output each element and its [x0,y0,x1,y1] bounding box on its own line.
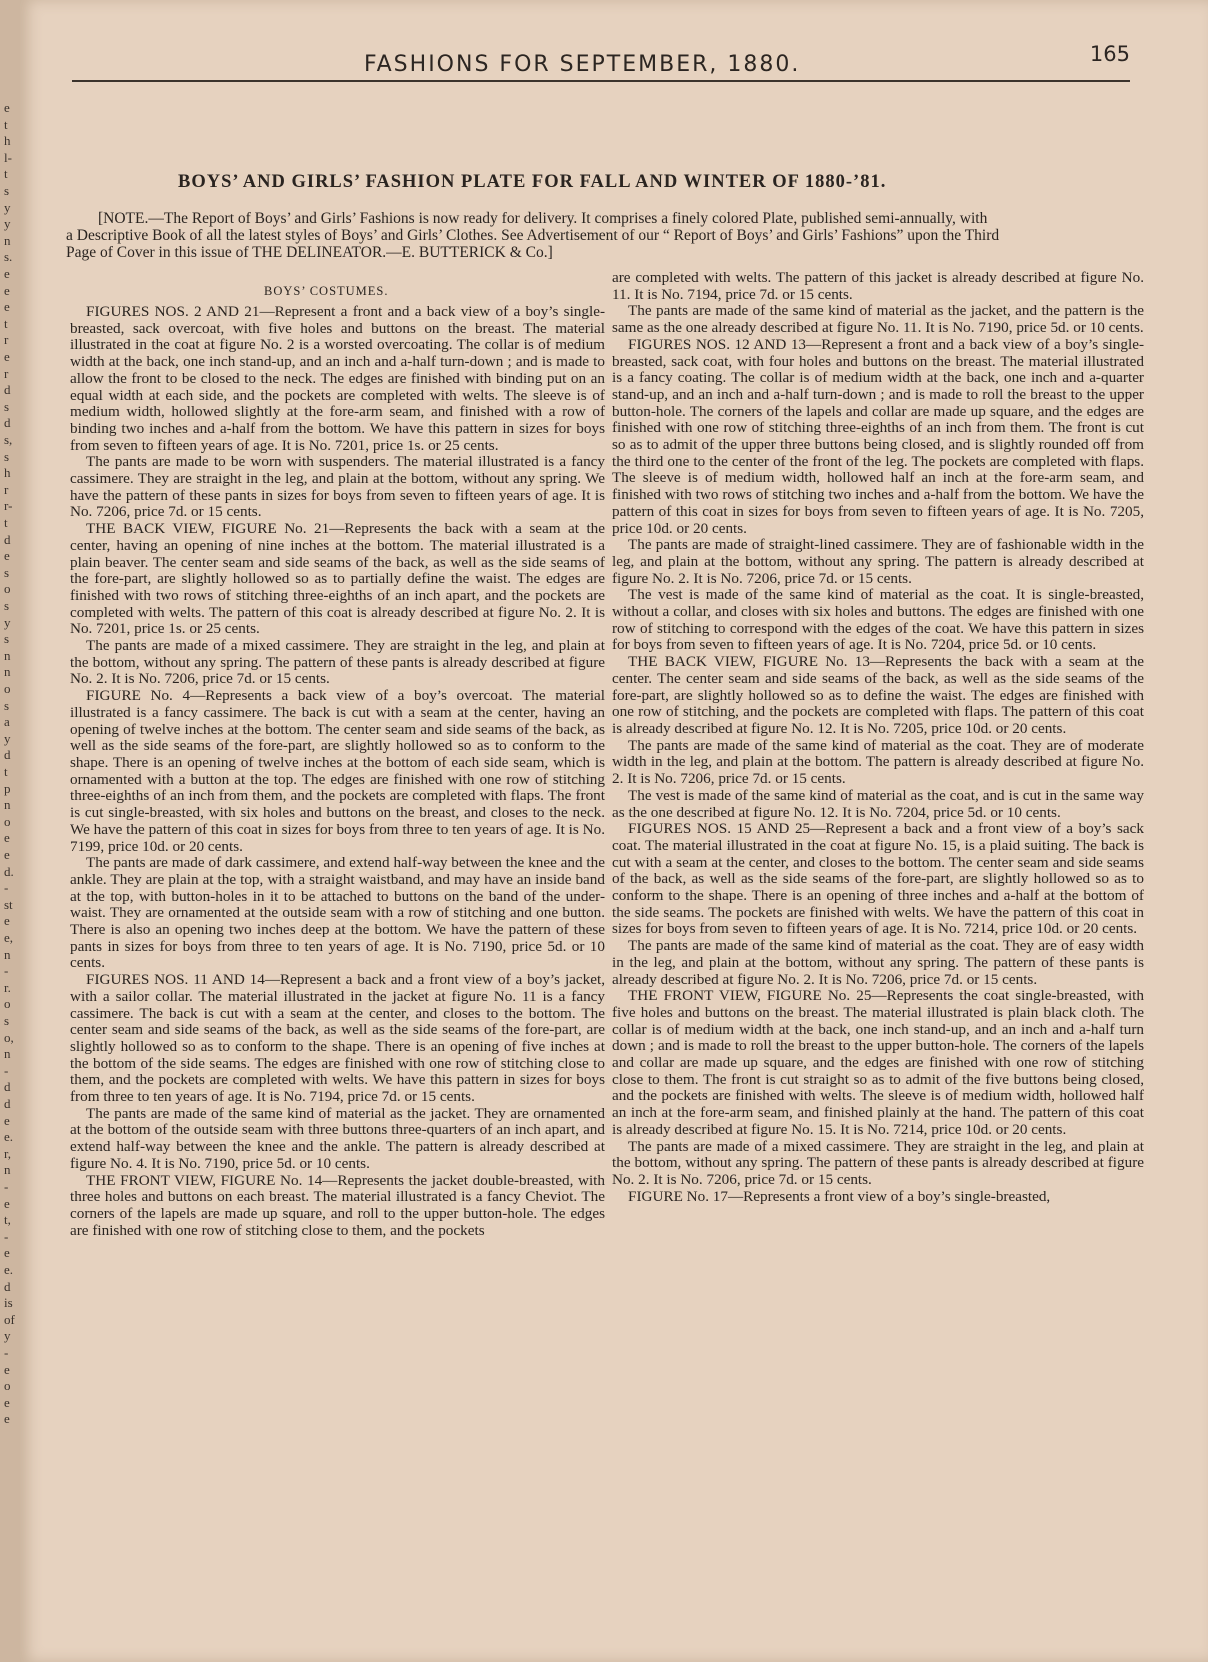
gutter-letter: s [4,631,10,647]
gutter-letter: t [4,116,8,132]
note-line-2: a Descriptive Book of all the latest styles of Boys’ and Girls’ Clothes. See Advertisement of our “ Report of Boys’ and Girls’ Fashions” upon the Third [66,227,1000,244]
paragraph: FIGURE No. 17—Represents a front view of a boy’s single-breasted, [628,1187,1051,1205]
gutter-letter: n [4,1162,11,1178]
gutter-letter: n [4,664,11,680]
gutter-letter: r [4,365,9,381]
header-rule [72,80,1130,82]
paragraph: The pants are made to be worn with suspenders. The material illustrated is a fancy cassimere. They are straight in the leg, and plain at the bottom, without any spring. We have the pattern of these pants in sizes for boys from seven to fifteen years of age. It is No. 7206, price 7d. or 15 cents. [70,453,605,521]
gutter-letter: a [4,714,10,730]
paragraph: The pants are made of the same kind of material as the coat. They are of easy width in the leg, and plain at the bottom, without any spring. The pattern of these pants is already described at figure No. 2. It is No. 7206, price 7d. or 15 cents. [612,937,1144,988]
gutter-letter: s [4,564,10,580]
gutter-letter: e [4,548,10,564]
gutter-letter: o [4,813,11,829]
gutter-letter: - [4,1062,9,1078]
gutter-letter: o [4,996,11,1012]
paragraph: The pants are made of a mixed cassimere. They are straight in the leg, and plain at the bottom, without any spring. The pattern of these pants is already described at figure No. 2. It is No. 7206, price 7d. or 15 cents. [612,1137,1144,1188]
gutter-letter: s. [4,249,13,265]
paragraph: THE FRONT VIEW, FIGURE No. 14—Represents the jacket double-breasted, with three holes and buttons on each breast. The material illustrated is a fancy Cheviot. The corners of the lapels are made up square, and roll to the upper button-hole. The edges are finished with one row of stitching close to them, and the pockets [70,1171,605,1239]
gutter-letter: s, [4,432,13,447]
paragraph: The vest is made of the same kind of material as the coat, and is cut in the same way as the one described at figure No. 12. It is No. 7204, price 5d. or 10 cents. [612,786,1144,821]
gutter-letter: n [4,946,11,962]
gutter-letter: s [4,183,10,198]
gutter-letter: y [4,730,11,746]
gutter-letter: t [4,315,8,331]
gutter-letter: s [4,1013,10,1028]
paragraph: THE BACK VIEW, FIGURE No. 13—Represents the back with a seam at the center. The center seam and side seams of the back, as well as the side seams of the fore-part, are slightly hollowed so as to define the waist. The edges are finished with one row of stitching, and the pockets are completed with flaps. The pattern of this coat is already described at figure No. 12. It is No. 7205, price 10d. or 20 cents. [612,653,1144,737]
gutter-letter: - [4,1228,9,1244]
gutter-letter: r- [4,498,13,514]
note-line-1: [NOTE.—The Report of Boys’ and Girls’ Fashions is now ready for delivery. It comprises a finely colored Plate, published semi-annually, with [98,210,988,227]
gutter-letter: p [4,780,11,796]
gutter-letter: e [4,847,10,862]
gutter-letter: t [4,166,8,182]
gutter-letter: d [4,1278,11,1294]
gutter-letter: r. [4,979,11,995]
gutter-letter: y [4,1328,11,1344]
gutter-letter: e [4,266,10,281]
gutter-letter: s [4,448,10,464]
gutter-letter: e [4,1112,10,1128]
paragraph: FIGURE No. 4—Represents a back view of a boy’s overcoat. The material illustrated is a fancy cassimere. The back is cut with a seam at the center, having an opening of twelve inches at the bottom. The center seam and side seams of the back, as well as the side seams of the fore-part, are slightly hollowed so as to conform to the shape. There is an opening of twelve inches at the bottom of each side seam, which is ornamented with a button at the top. The edges are finished with one row of stitching three-eighths of an inch from them, and the pockets are completed with flaps. The front is cut single-breasted, with six holes and buttons on the breast, and closes to the neck. We have the pattern of this coat in sizes for boys from three to ten years of age. It is No. 7199, price 10d. or 20 cents. [70,687,605,855]
gutter-letter: d [4,1096,11,1111]
gutter-letter: d [4,747,11,763]
paragraph: THE BACK VIEW, FIGURE No. 21—Represents the back with a seam at the center, having an opening of nine inches at the bottom. The material illustrated is a plain beaver. The center seam and side seams of the back, as well as the side seams of the fore-part, are slightly hollowed so as to partially define the waist. The edges are finished with two rows of stitching three-eighths of an inch apart, and the pockets are completed with welts. The pattern of this coat is already described at figure No. 2. It is No. 7201, price 1s. or 25 cents. [70,520,605,638]
gutter-letter: d [4,382,11,398]
gutter-letter: t, [4,1212,11,1228]
gutter-letter: t [4,515,8,530]
paragraph: are completed with welts. The pattern of this jacket is already described at figure No. 11. It is No. 7194, price 7d. or 15 cents. [612,269,1144,303]
paragraph: THE FRONT VIEW, FIGURE No. 25—Represents the coat single-breasted, with five holes and buttons on the breast. The material illustrated is plain black cloth. The collar is of medium width at the back, one inch stand-up, and an inch and a-half turn down ; and is made to roll the breast to the upper button-hole. The corners of the lapels and collar are made up square, and the edges are finished with one row of stitching close to them. The front is cut straight so as to admit of the five buttons being closed, and the pockets are finished with welts. The sleeve is of medium width, hollowed half an inch at the fore-arm seam, and finished plainly at the hand. The pattern of this coat is already described at figure No. 15. It is No. 7214, price 10d. or 20 cents. [612,987,1144,1138]
gutter-letter: e. [4,1129,14,1145]
running-header-title: FASHIONS FOR SEPTEMBER, 1880. [364,52,801,77]
gutter-letter: o [4,681,11,696]
gutter-letter: s [4,598,10,613]
gutter-letter: e [4,1361,10,1377]
gutter-letter: e [4,100,10,115]
gutter-letter: n [4,232,11,248]
gutter-letter: d [4,531,11,547]
editor-note [66,210,1136,261]
paragraph: The pants are made of straight-lined cassimere. They are of fashionable width in the leg, and plain at the bottom, without any spring. The pattern is already described at figure No. 2. It is No. 7206, price 7d. or 15 cents. [612,536,1144,587]
previous-page-gutter [0,0,22,1662]
gutter-letter: o, [4,1029,14,1045]
gutter-letter: d [4,415,11,431]
right-column [612,270,1144,1205]
paragraph: The pants are made of the same kind of material as the coat. They are of moderate width in the leg, and plain at the bottom. The pattern is already described at figure No. 2. It is No. 7206, price 7d. or 15 cents. [612,736,1144,788]
paragraph: FIGURES NOS. 15 AND 25—Represent a back and a front view of a boy’s sack coat. The material illustrated in the coat at figure No. 15, is a plaid suiting. The back is cut with a seam at the center, and closes to the bottom. The center seam and side seams of the back, as well as the side seams of the fore-part, are slightly hollowed so as to conform to the shape. There is an opening of three inches and a-half at the bottom of the side seams. The pockets are finished with welts. We have the pattern of this coat in sizes for boys from seven to fifteen years of age. It is No. 7214, price 10d. or 20 cents. [612,820,1144,938]
gutter-letter: n [4,647,11,663]
gutter-letter: s [4,398,10,414]
gutter-letter: - [4,963,9,979]
gutter-letter: - [4,880,9,896]
paragraph: The pants are made of the same kind of material as the jacket, and the pattern is the same as the one already described at figure No. 11. It is No. 7190, price 5d. or 10 cents. [612,302,1144,337]
gutter-letter: - [4,1345,9,1360]
left-column [70,304,605,1239]
gutter-letter: is [4,1295,13,1311]
paragraph: The pants are made of the same kind of material as the jacket. They are ornamented at the bottom of the outside seam with three buttons three-quarters of an inch apart, and extend half-way between the knee and the ankle. The pattern is already described at figure No. 4. It is No. 7190, price 5d. or 10 cents. [70,1104,605,1172]
gutter-letter: e [4,1394,10,1410]
gutter-letter: e [4,830,10,846]
gutter-letter: y [4,216,11,232]
gutter-letter: y [4,199,11,215]
gutter-letter: y [4,614,11,630]
gutter-letter: e [4,1245,10,1261]
gutter-letter: r [4,481,9,497]
gutter-letter: e [4,1195,10,1211]
page-number: 165 [1089,42,1130,66]
gutter-letter: e [4,349,10,364]
gutter-letter: h [4,465,11,481]
gutter-letter: r, [4,1145,12,1161]
paragraph: FIGURES NOS. 2 AND 21—Represent a front and a back view of a boy’s single-breasted, sack overcoat, with five holes and buttons on the breast. The material illustrated in the coat at figure No. 2 is a worsted overcoating. The collar is of medium width at the back, one inch stand-up, and an inch and a-half turn-down ; and is made to allow the front to be closed to the neck. The edges are finished with binding put on an equal width at each side, and the pockets are completed with welts. The sleeve is of medium width, hollowed slightly at the fore-arm seam, and finished with a row of binding two inches and a-half from the bottom. We have this pattern in sizes for boys from seven to fifteen years of age. It is No. 7201, price 1s. or 25 cents. [70,303,605,454]
gutter-letter: l- [4,149,12,165]
gutter-letter: o [4,1378,11,1394]
paragraph: The pants are made of a mixed cassimere. They are straight in the leg, and plain at the bottom, without any spring. The pattern of these pants is already described at figure No. 2. It is No. 7206, price 7d. or 15 cents. [70,637,605,688]
article-title: BOYS’ AND GIRLS’ FASHION PLATE FOR FALL AND WINTER OF 1880-’81. [178,172,887,192]
gutter-letter: e [4,282,10,298]
gutter-letter: e [4,913,10,929]
gutter-letter: - [4,1179,9,1194]
gutter-letter: st [4,896,13,912]
gutter-letter: e, [4,930,14,945]
gutter-letter: o [4,581,11,597]
gutter-letter: e [4,299,10,315]
gutter-letter: e [4,1411,10,1427]
gutter-letter: n [4,797,11,813]
paragraph: FIGURES NOS. 12 AND 13—Represent a front and a back view of a boy’s single-breasted, sack coat, with four holes and buttons on the breast. The material illustrated is a fancy coating. The collar is of medium width at the back, one inch and a-quarter stand-up, and an inch and a-half turn-down ; and is made to roll the breast to the upper button-hole. The corners of the lapels and collar are made up square, and the edges are finished with one row of stitching three-eighths of an inch from them. The front is cut so as to admit of the upper three buttons being closed, and is slightly rounded off from the third one to the center of the front of the leg. The pockets are completed with flaps. The sleeve is of medium width, hollowed half an inch at the fore-arm seam, and finished with two rows of stitching two inches and a-half from the bottom. We have the pattern of this coat in sizes for boys from seven to fifteen years of age. It is No. 7205, price 10d. or 20 cents. [612,335,1144,537]
gutter-letter: n [4,1046,11,1062]
gutter-letter: of [4,1311,15,1327]
gutter-letter: d [4,1079,11,1095]
section-heading: BOYS’ COSTUMES. [264,284,389,298]
gutter-letter: d. [4,863,14,879]
gutter-letter: e. [4,1262,14,1277]
note-line-3: Page of Cover in this issue of THE DELINEATOR.—E. BUTTERICK & Co.] [66,244,553,261]
paragraph: The vest is made of the same kind of material as the coat. It is single-breasted, without a collar, and closes with six holes and buttons. The edges are finished with one row of stitching to correspond with the edges of the coat. We have this pattern in sizes for boys from seven to fifteen years of age. It is No. 7204, price 5d. or 10 cents. [612,586,1144,654]
gutter-letter: t [4,764,8,779]
gutter-letter: s [4,697,10,713]
gutter-letter: r [4,332,9,348]
magazine-page [20,0,1208,1662]
gutter-letter: h [4,133,11,149]
paragraph: FIGURES NOS. 11 AND 14—Represent a back and a front view of a boy’s jacket, with a sailor collar. The material illustrated in the jacket at figure No. 11 is a fancy cassimere. The back is cut with a seam at the center, and closes to the bottom. The center seam and side seams of the back, as well as the side seams of the fore-part, are slightly hollowed so as to conform to the shape. There is an opening of five inches at the bottom of the side seams. The edges are finished with one row of stitching close to them, and the pockets are completed with welts. We have this pattern in sizes for boys from three to ten years of age. It is No. 7194, price 7d. or 15 cents. [70,971,605,1106]
running-header [74,38,1134,78]
paragraph: The pants are made of dark cassimere, and extend half-way between the knee and the ankle. They are plain at the top, with a straight waistband, and may have an inside band at the top, with button-holes in it to be attached to buttons on the band of the under-waist. They are ornamented at the outside seam with a row of stitching and one button. There is also an opening two inches deep at the bottom. We have the pattern of these pants in sizes for boys from three to ten years of age. It is No. 7190, price 5d. or 10 cents. [70,854,605,972]
